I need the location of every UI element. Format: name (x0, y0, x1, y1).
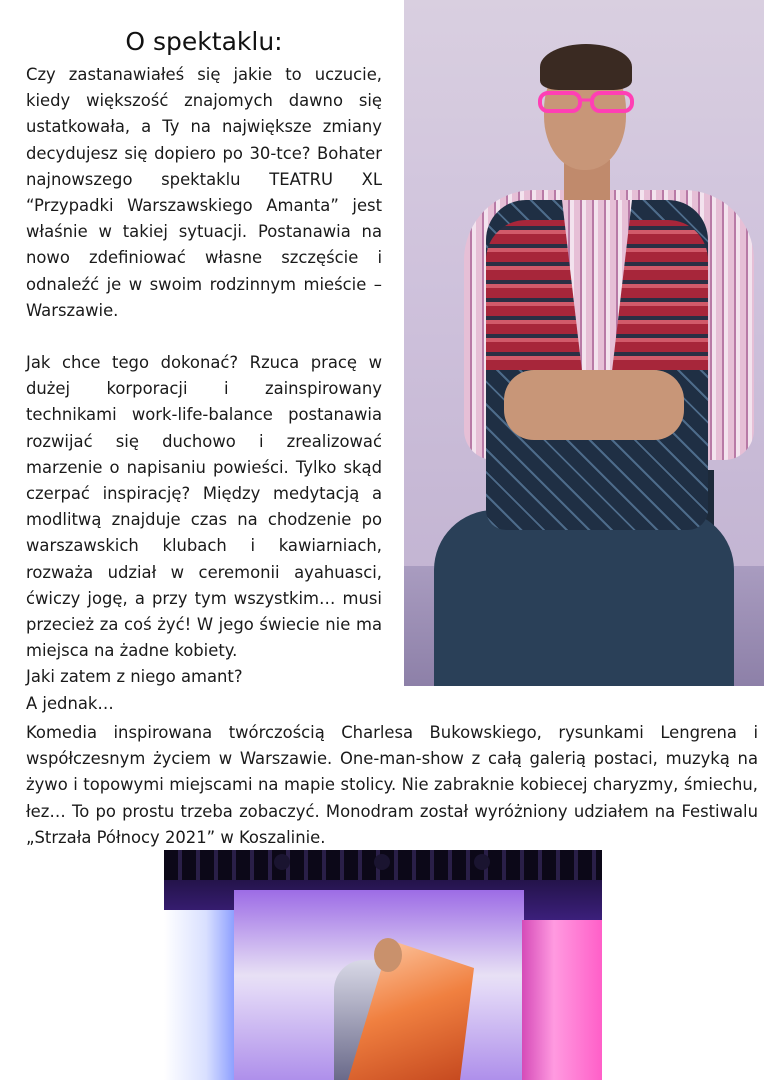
paragraph-question: Jaki zatem z niego amant? (26, 667, 243, 687)
actor-vest (486, 200, 708, 530)
actor-head (374, 938, 402, 972)
actor-hands (504, 370, 684, 440)
actor-hair (540, 44, 632, 90)
paragraph-ending: A jednak… (26, 693, 114, 713)
stage-lamp (374, 854, 390, 870)
section-title: O spektaklu: (125, 27, 283, 56)
intro-text-column (26, 62, 382, 717)
actor-seated-photo (404, 0, 764, 686)
actor-on-stage-photo (164, 850, 602, 1080)
paragraph-plan: Jak chce tego dokonać? Rzuca pracę w dużej korporacji i zainspirowany technikami work-life-balance postanawia rozwijać się duchowo i zrealizować marzenie o napisaniu powieści. Tylko skąd czerpać inspirację? Między medytacją a modlitwą znajduje czas na chodzenie po warszawskich klubach i kawiarniach, rozważa udział w ceremonii ayahuasci, ćwiczy jogę, a przy tym wszystkim… musi przecież za coś żyć! W jego świecie nie ma miejsca na żadne kobiety. (26, 353, 382, 661)
glasses-icon (536, 90, 636, 114)
paragraph-intro: Czy zastanawiałeś się jakie to uczucie, kiedy większość znajomych dawno się ustatkowała, a Ty na największe zmiany decydujesz się dopiero po 30-tce? Bohater najnowszego spektaklu TEATRU XL “Przypadki Warszawskiego Amanta” jest właśnie w takiej sytuacji. Postanawia na nowo zdefiniować własne szczęście i odnaleźć je w swoim rodzinnym mieście – Warszawie. (26, 65, 382, 320)
stage-lamp (474, 854, 490, 870)
right-screen (522, 920, 602, 1080)
description-paragraph: Komedia inspirowana twórczością Charlesa Bukowskiego, rysunkami Lengrena i współczesnym życiem w Warszawie. One-man-show z całą galerią postaci, muzyką na żywo i topowymi miejscami na mapie stolicy. Nie zabraknie kobiecej charyzmy, śmiechu, łez… To po prostu trzeba zobaczyć. Monodram został wyróżniony udziałem na Festiwalu „Strzała Północy 2021” w Koszalinie. (26, 723, 758, 847)
actor-legs (434, 510, 734, 686)
left-screen (164, 910, 234, 1080)
stage-lamp (274, 854, 290, 870)
